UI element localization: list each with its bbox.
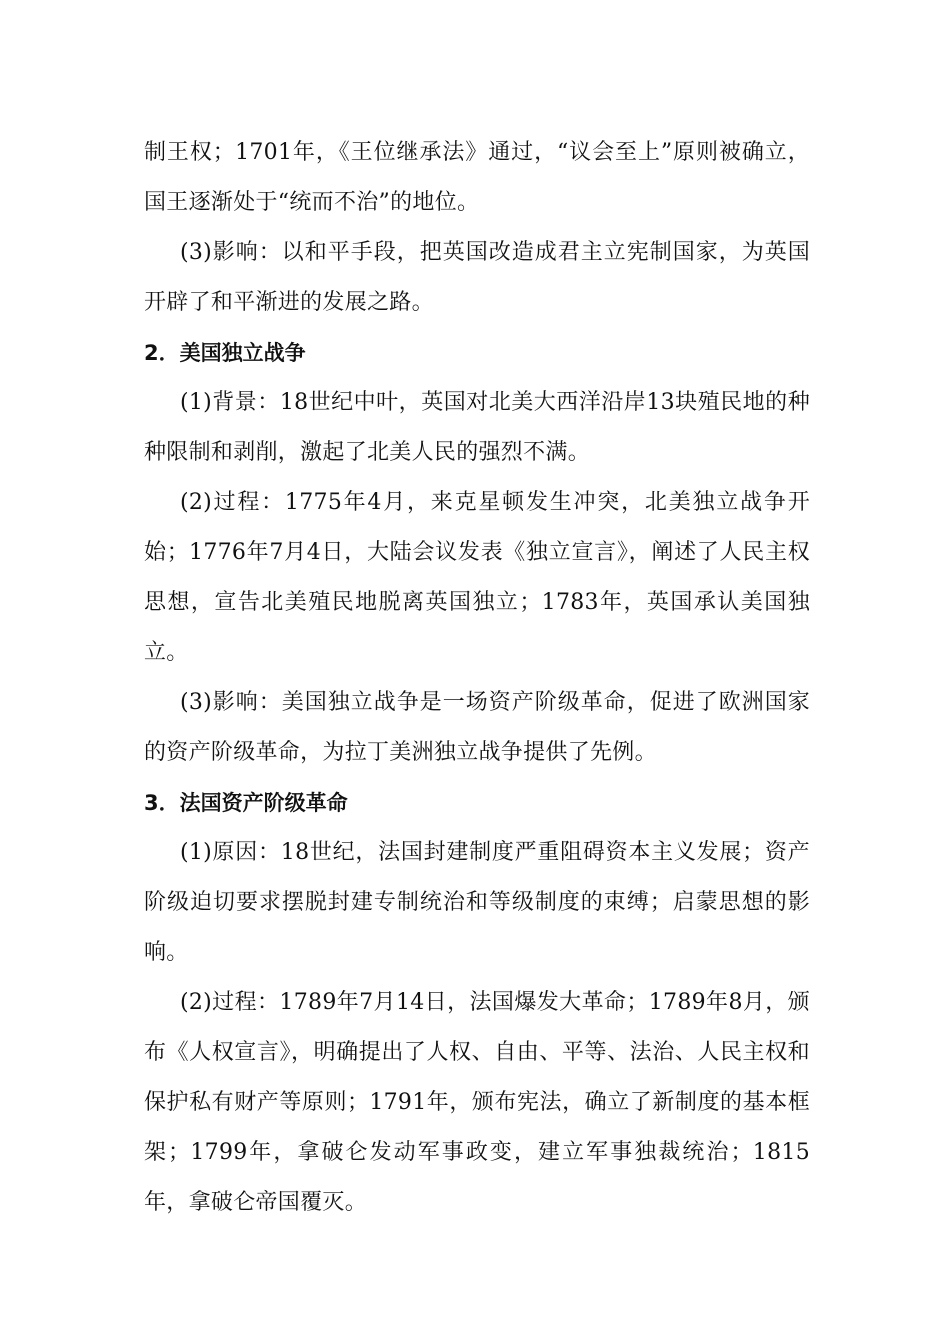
- paragraph-american-process: (2)过程：1775年4月，来克星顿发生冲突，北美独立战争开始；1776年7月4日，大陆会议发表《独立宣言》，阐述了人民主权思想，宣告北美殖民地脱离英国独立；1783年，英国承认美国独立。: [144, 490, 810, 665]
- paragraph-english-revolution-impact: (3)影响：以和平手段，把英国改造成君主立宪制国家，为英国开辟了和平渐进的发展之路。: [144, 240, 810, 315]
- paragraph-french-process: (2)过程：1789年7月14日，法国爆发大革命；1789年8月，颁布《人权宣言》，明确提出了人权、自由、平等、法治、人民主权和保护私有财产等原则；1791年，颁布宪法，确立了新制度的基本框架；1799年，拿破仑发动军事政变，建立军事独裁统治；1815年，拿破仑帝国覆灭。: [144, 990, 810, 1215]
- section-heading-american-independence: 2．美国独立战争: [144, 341, 306, 365]
- paragraph-french-cause: (1)原因：18世纪，法国封建制度严重阻碍资本主义发展；资产阶级迫切要求摆脱封建专制统治和等级制度的束缚；启蒙思想的影响。: [144, 840, 810, 965]
- paragraph-american-impact: (3)影响：美国独立战争是一场资产阶级革命，促进了欧洲国家的资产阶级革命，为拉丁美洲独立战争提供了先例。: [144, 690, 810, 765]
- section-heading-french-revolution: 3．法国资产阶级革命: [144, 791, 348, 815]
- paragraph-american-background: (1)背景：18世纪中叶，英国对北美大西洋沿岸13块殖民地的种种限制和剥削，激起了北美人民的强烈不满。: [144, 390, 810, 465]
- page-content: [144, 128, 810, 1228]
- paragraph-english-revolution-process-cont: 制王权；1701年，《王位继承法》通过，“议会至上”原则被确立，国王逐渐处于“统而不治”的地位。: [144, 140, 810, 215]
